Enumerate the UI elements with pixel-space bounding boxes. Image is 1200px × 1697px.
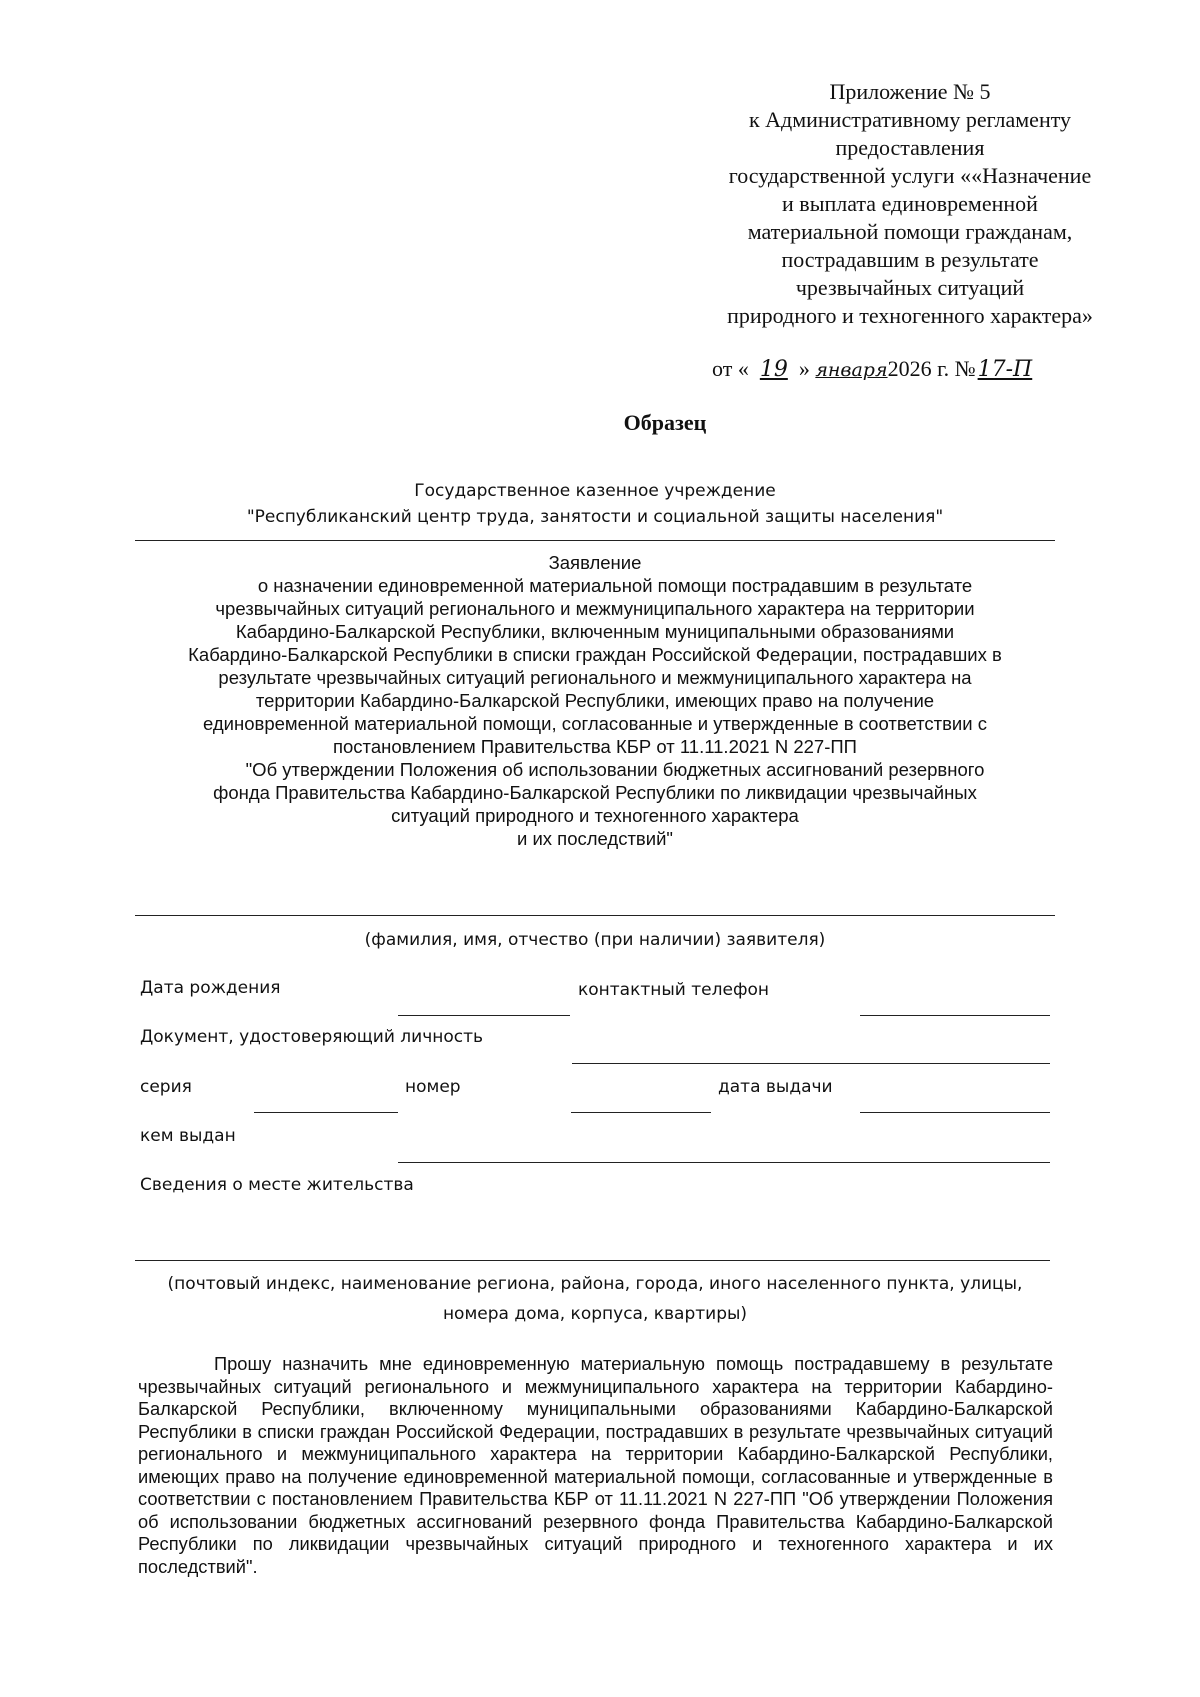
phone-line xyxy=(860,1015,1050,1016)
id-document-line xyxy=(572,1063,1050,1064)
appendix-line: природного и техногенного характера» xyxy=(727,303,1093,328)
date-prefix: от « xyxy=(712,356,749,381)
appendix-line: государственной услуги ««Назначение xyxy=(728,163,1092,188)
number-line xyxy=(571,1112,711,1113)
statement-line: постановлением Правительства КБР от 11.11.2021 N 227-ПП xyxy=(333,736,857,757)
statement-line: Кабардино-Балкарской Республики в списки граждан Российской Федерации, пострадавших в xyxy=(188,644,1002,665)
appendix-line: чрезвычайных ситуаций xyxy=(795,275,1025,300)
phone-label: контактный телефон xyxy=(578,980,770,1000)
organization-line-1: Государственное казенное учреждение xyxy=(414,481,776,501)
address-caption-line-2: номера дома, корпуса, квартиры) xyxy=(442,1304,748,1324)
date-year: 2026 г. № xyxy=(887,356,976,381)
statement-line: ситуаций природного и техногенного характера xyxy=(391,805,799,826)
issued-by-label: кем выдан xyxy=(140,1126,236,1146)
statement-line: территории Кабардино-Балкарской Республики, имеющих право на получение xyxy=(255,690,935,711)
statement-title: Заявление xyxy=(548,552,642,573)
organization-underline xyxy=(135,540,1055,541)
appendix-line: и выплата единовременной xyxy=(782,191,1038,216)
statement-line: фонда Правительства Кабардино-Балкарской Республики по ликвидации чрезвычайных xyxy=(213,782,977,803)
appendix-line: Приложение № 5 xyxy=(829,79,991,104)
series-label: серия xyxy=(140,1077,192,1097)
appendix-date xyxy=(712,356,1032,382)
issue-date-line xyxy=(860,1112,1050,1113)
date-number-handwritten: 17-П xyxy=(977,357,1033,382)
appendix-line: пострадавшим в результате xyxy=(781,247,1039,272)
organization-line-2: "Республиканский центр труда, занятости и социальной защиты населения" xyxy=(246,507,944,527)
birth-date-label: Дата рождения xyxy=(140,978,281,998)
number-label: номер xyxy=(405,1077,461,1097)
address-caption-line-1: (почтовый индекс, наименование региона, района, города, иного населенного пункта, улицы, xyxy=(167,1274,1023,1294)
organization-block xyxy=(135,478,1055,530)
statement-line: чрезвычайных ситуаций регионального и межмуниципального характера на территории xyxy=(215,598,975,619)
date-day-handwritten: 19 xyxy=(759,357,788,382)
appendix-line: предоставления xyxy=(835,135,985,160)
birth-date-line xyxy=(398,1015,570,1016)
statement-line: о назначении единовременной материальной помощи пострадавшим в результате xyxy=(257,575,973,596)
request-paragraph: Прошу назначить мне единовременную материальную помощь пострадавшему в результате чрезвычайных ситуаций регионального и межмуниципального характера на территории Кабардино-Балкарской Республики, включенному муниципальными образованиями Кабардино-Балкарской Республики в списки граждан Российской Федерации, пострадавших в результате чрезвычайных ситуаций регионального и межмуниципального характера на территории Кабардино-Балкарской Республики, имеющих право на получение единовременной материальной помощи, согласованные и утвержденные в соответствии с постановлением Правительства КБР от 11.11.2021 N 227-ПП "Об утверждении Положения об использовании бюджетных ассигнований резервного фонда Правительства Кабардино-Балкарской Республики по ликвидации чрезвычайных ситуаций природного и техногенного характера и их последствий". xyxy=(138,1353,1053,1577)
statement-line: Кабардино-Балкарской Республики, включенным муниципальными образованиями xyxy=(235,621,955,642)
appendix-header xyxy=(680,78,1140,330)
residence-label: Сведения о месте жительства xyxy=(140,1175,414,1195)
date-month-handwritten: января xyxy=(815,359,888,381)
issue-date-label: дата выдачи xyxy=(718,1077,833,1097)
date-separator: » xyxy=(798,356,810,381)
address-caption xyxy=(135,1269,1055,1329)
series-line xyxy=(254,1112,398,1113)
residence-line xyxy=(135,1260,1050,1261)
issued-by-line xyxy=(398,1162,1050,1163)
statement-block xyxy=(135,551,1055,850)
fio-caption: (фамилия, имя, отчество (при наличии) заявителя) xyxy=(364,930,826,950)
statement-line: и их последствий" xyxy=(516,828,673,849)
id-document-label: Документ, удостоверяющий личность xyxy=(140,1027,484,1047)
statement-line: результате чрезвычайных ситуаций регионального и межмуниципального характера на xyxy=(218,667,972,688)
statement-line: единовременной материальной помощи, согласованные и утвержденные в соответствии с xyxy=(203,713,987,734)
statement-line: "Об утверждении Положения об использовании бюджетных ассигнований резервного xyxy=(245,759,985,780)
sample-label: Образец xyxy=(623,410,707,435)
fio-line xyxy=(135,915,1055,916)
appendix-line: материальной помощи гражданам, xyxy=(747,219,1073,244)
appendix-line: к Административному регламенту xyxy=(748,107,1072,132)
